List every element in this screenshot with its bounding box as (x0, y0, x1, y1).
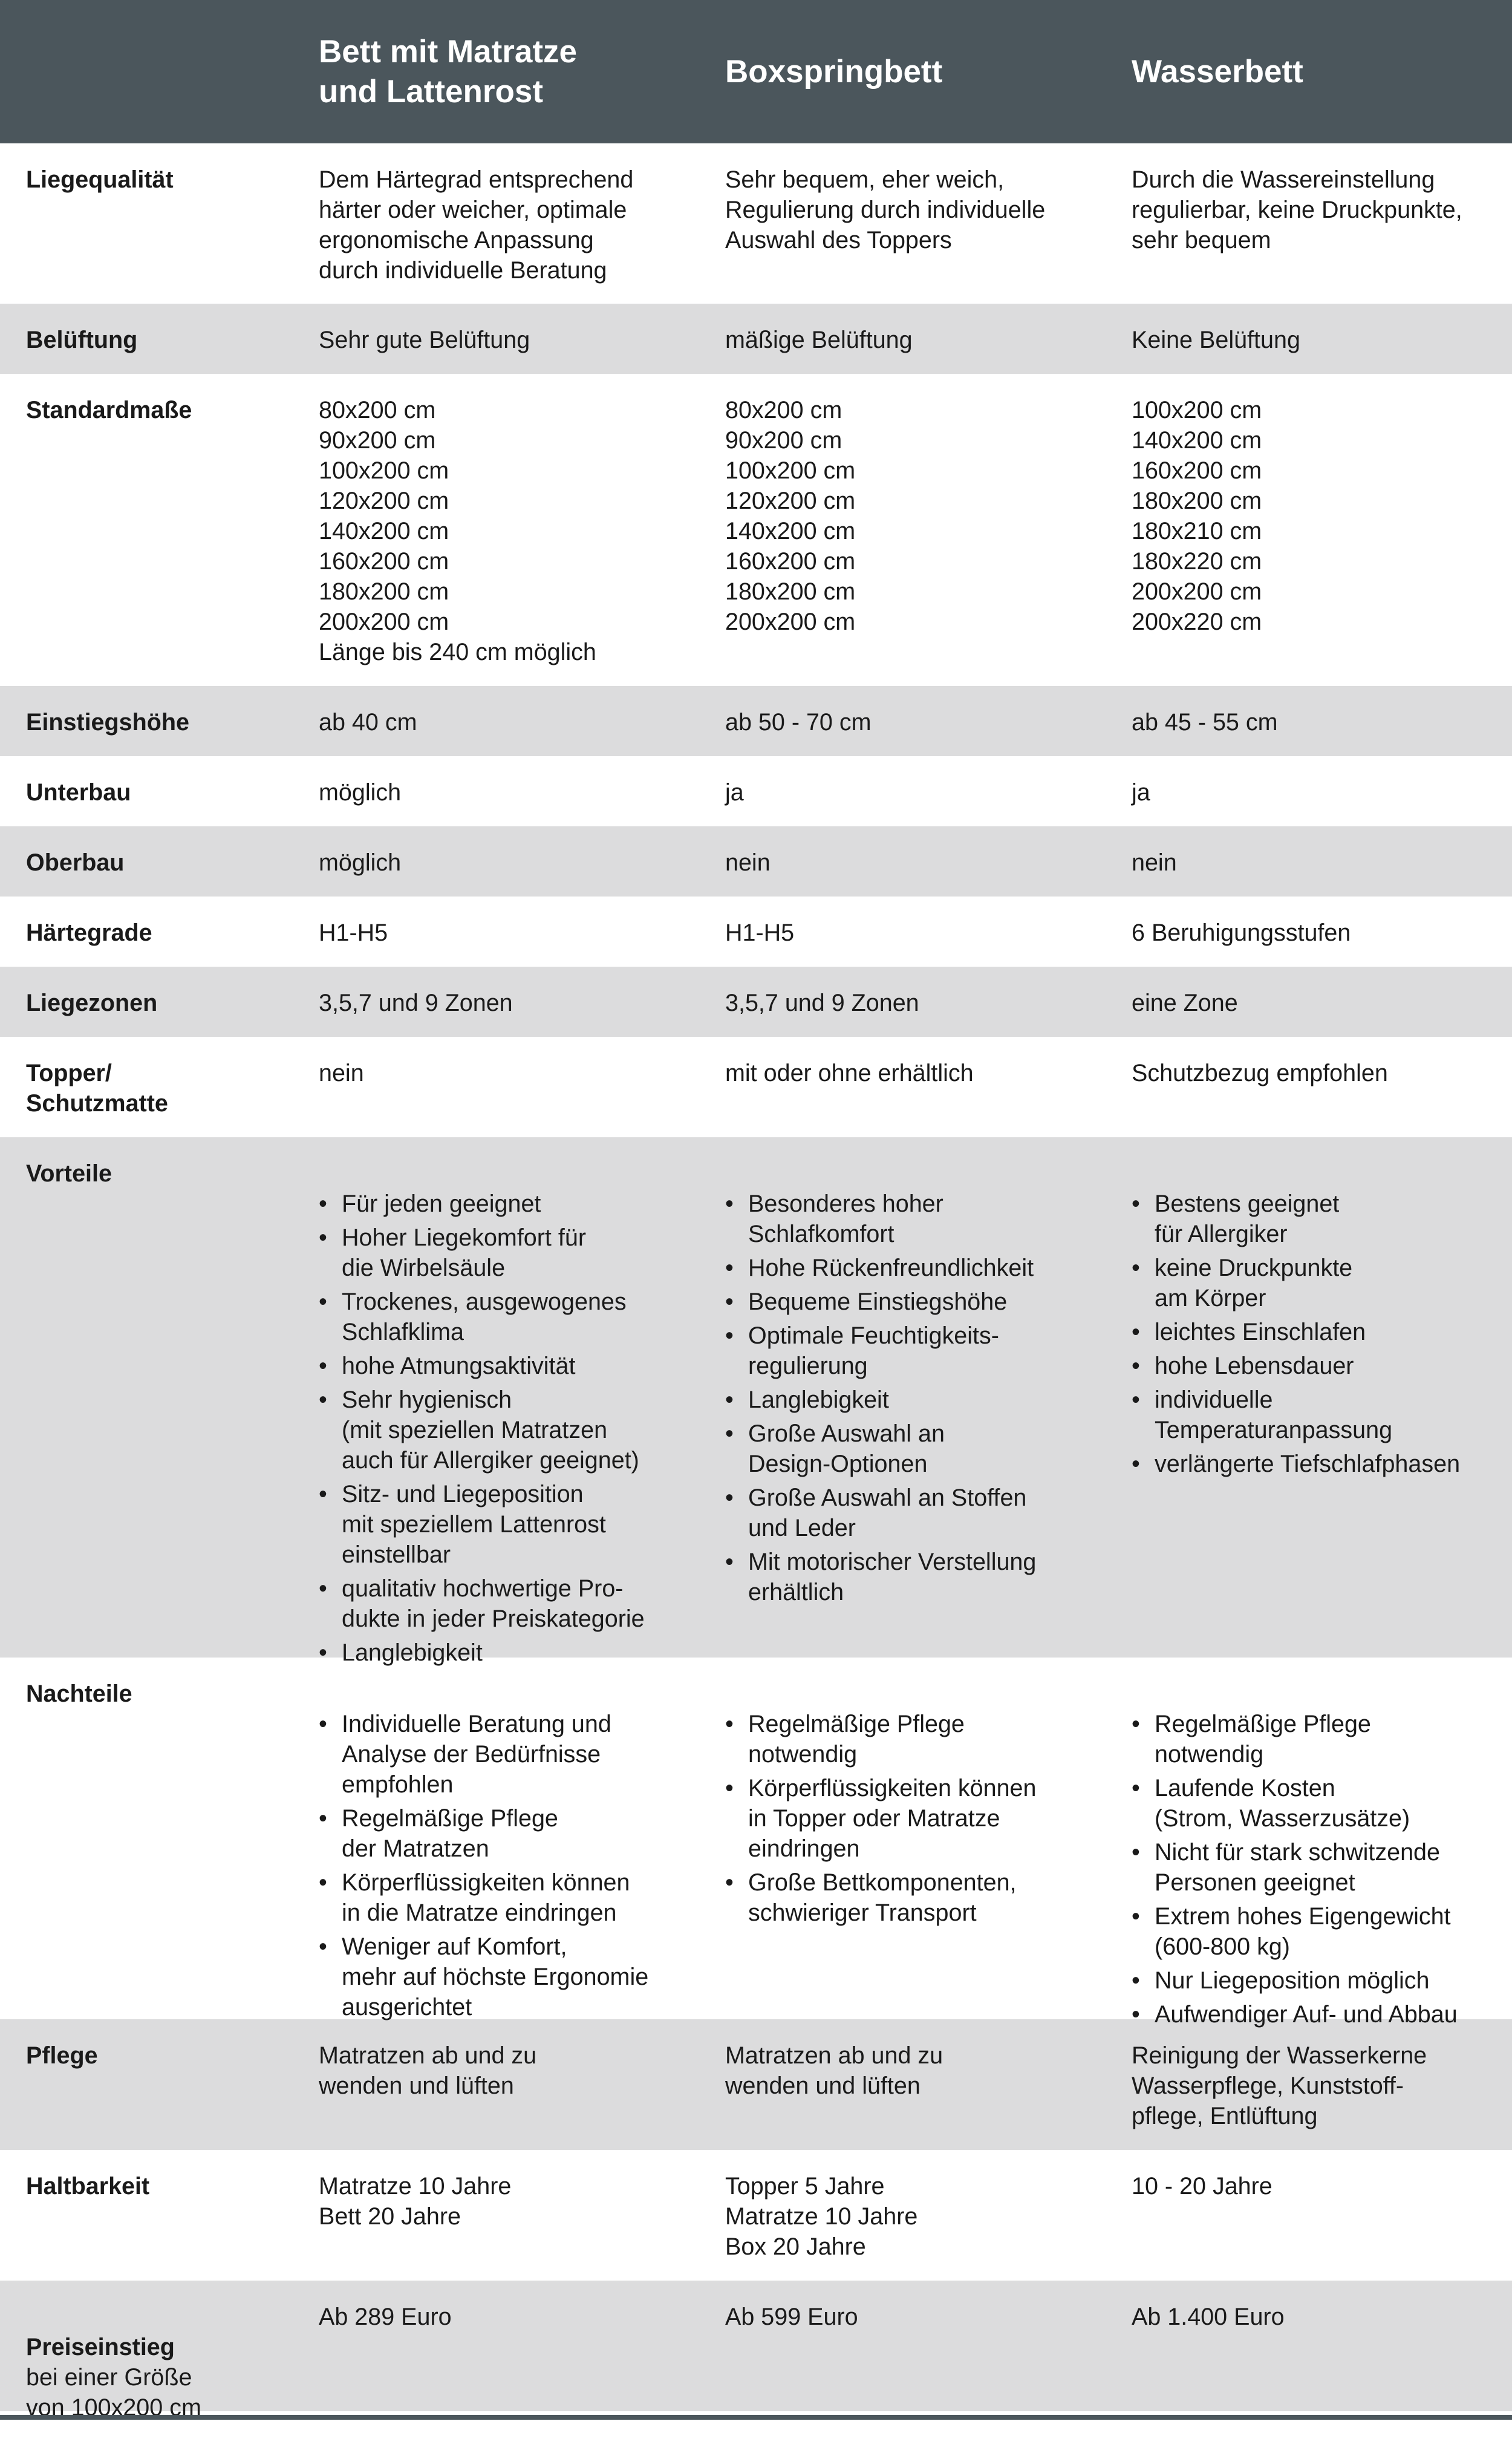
bullet-item: • keine Druckpunkte am Körper (1132, 1253, 1500, 1313)
bullet-item: • Regelmäßige Pflege notwendig (1132, 1709, 1500, 1769)
bullet-item: • Langlebigkeit (319, 1638, 688, 1668)
row-label: Preiseinstieg (26, 2334, 175, 2360)
row-pflege (0, 2019, 1512, 2150)
bullet-item: • Für jeden geeignet (319, 1189, 688, 1219)
cell-bett: nein (293, 1037, 700, 1137)
bullet-list (725, 1709, 1094, 1928)
bullet-list (1132, 1709, 1500, 2030)
row-haltbarkeit (0, 2150, 1512, 2281)
bullet-item: • Körperflüssigkeiten können in Topper oder Matratze eindringen (725, 1773, 1094, 1864)
bullet-item: • Individuelle Beratung und Analyse der Bedürfnisse empfohlen (319, 1709, 688, 1800)
bullet-item: • Nicht für stark schwitzende Personen geeignet (1132, 1837, 1500, 1898)
cell-wasserbett (1106, 1137, 1512, 1702)
cell-boxspring: ja (700, 756, 1106, 826)
row-label: Pflege (0, 2019, 293, 2150)
bullet-item: • leichtes Einschlafen (1132, 1317, 1500, 1347)
row-haertegrade (0, 897, 1512, 967)
bullet-item: • Optimale Feuchtigkeits- regulierung (725, 1321, 1094, 1381)
cell-wasserbett: 10 - 20 Jahre (1106, 2150, 1512, 2281)
row-sublabel: bei einer Größe von 100x200 cm (26, 2362, 281, 2423)
cell-boxspring: Matratzen ab und zu wenden und lüften (700, 2019, 1106, 2150)
cell-wasserbett: ja (1106, 756, 1512, 826)
row-label: Topper/ Schutzmatte (0, 1037, 293, 1137)
bullet-item: • Langlebigkeit (725, 1385, 1094, 1415)
row-einstiegshoehe (0, 686, 1512, 756)
row-label: Härtegrade (0, 897, 293, 967)
bullet-item: • hohe Lebensdauer (1132, 1351, 1500, 1381)
bullet-item: • Bestens geeignet für Allergiker (1132, 1189, 1500, 1249)
cell-boxspring: mäßige Belüftung (700, 304, 1106, 374)
bullet-item: • Aufwendiger Auf- und Abbau (1132, 1999, 1500, 2030)
cell-bett: Ab 289 Euro (293, 2281, 700, 2453)
cell-boxspring: Topper 5 Jahre Matratze 10 Jahre Box 20 Jahre (700, 2150, 1106, 2281)
row-topper (0, 1037, 1512, 1137)
row-belueftung (0, 304, 1512, 374)
bullet-item: • verlängerte Tiefschlafphasen (1132, 1449, 1500, 1479)
footer-bar (0, 2415, 1512, 2420)
cell-wasserbett: eine Zone (1106, 967, 1512, 1037)
bullet-item: • individuelle Temperaturanpassung (1132, 1385, 1500, 1445)
cell-boxspring: mit oder ohne erhältlich (700, 1037, 1106, 1137)
row-standardmasse (0, 374, 1512, 686)
bullet-item: • Besonderes hoher Schlafkomfort (725, 1189, 1094, 1249)
bullet-item: • Bequeme Einstiegshöhe (725, 1287, 1094, 1317)
row-label: Oberbau (0, 826, 293, 897)
bullet-item: • Große Auswahl an Stoffen und Leder (725, 1483, 1094, 1543)
cell-boxspring (700, 1137, 1106, 1702)
bullet-list (725, 1189, 1094, 1607)
cell-boxspring (700, 1658, 1106, 2063)
cell-wasserbett: ab 45 - 55 cm (1106, 686, 1512, 756)
row-vorteile (0, 1137, 1512, 1658)
cell-boxspring: 3,5,7 und 9 Zonen (700, 967, 1106, 1037)
row-label: Unterbau (0, 756, 293, 826)
cell-wasserbett: Schutzbezug empfohlen (1106, 1037, 1512, 1137)
row-oberbau (0, 826, 1512, 897)
cell-wasserbett: 100x200 cm 140x200 cm 160x200 cm 180x200 cm 180x210 cm 180x220 cm 200x200 cm 200x220 cm (1106, 374, 1512, 686)
header-boxspringbett: Boxspringbett (700, 52, 1106, 92)
cell-bett: Sehr gute Belüftung (293, 304, 700, 374)
cell-bett: möglich (293, 756, 700, 826)
bullet-list (1132, 1189, 1500, 1479)
cell-wasserbett: Ab 1.400 Euro (1106, 2281, 1512, 2453)
cell-bett: Matratze 10 Jahre Bett 20 Jahre (293, 2150, 700, 2281)
bullet-list (319, 1709, 688, 2022)
bullet-item: • Weniger auf Komfort, mehr auf höchste Ergonomie ausgerichtet (319, 1932, 688, 2022)
cell-wasserbett: Reinigung der Wasserkerne Wasserpflege, Kunststoff- pflege, Entlüftung (1106, 2019, 1512, 2150)
cell-boxspring: H1-H5 (700, 897, 1106, 967)
bullet-item: • Körperflüssigkeiten können in die Matratze eindringen (319, 1867, 688, 1928)
cell-boxspring: Sehr bequem, eher weich, Regulierung durch individuelle Auswahl des Toppers (700, 143, 1106, 304)
row-label: Standardmaße (0, 374, 293, 686)
row-label: Vorteile (0, 1137, 293, 1702)
row-nachteile (0, 1658, 1512, 2019)
bullet-item: • Hohe Rückenfreundlichkeit (725, 1253, 1094, 1283)
cell-wasserbett (1106, 1658, 1512, 2063)
bullet-item: • Laufende Kosten (Strom, Wasserzusätze) (1132, 1773, 1500, 1834)
bullet-item: • Nur Liegeposition möglich (1132, 1965, 1500, 1996)
row-label: Nachteile (0, 1658, 293, 2063)
cell-bett (293, 1658, 700, 2063)
header-bett: Bett mit Matratze und Lattenrost (293, 32, 700, 112)
bullet-item: • Trockenes, ausgewogenes Schlafklima (319, 1287, 688, 1347)
bullet-item: • Sehr hygienisch (mit speziellen Matratzen auch für Allergiker geeignet) (319, 1385, 688, 1475)
row-preiseinstieg (0, 2281, 1512, 2411)
row-label: Liegequalität (0, 143, 293, 304)
cell-bett: Dem Härtegrad entsprechend härter oder weicher, optimale ergonomische Anpassung durch individuelle Beratung (293, 143, 700, 304)
row-label-group (0, 2281, 293, 2453)
bullet-item: • Regelmäßige Pflege notwendig (725, 1709, 1094, 1769)
row-liegezonen (0, 967, 1512, 1037)
cell-bett (293, 1137, 700, 1702)
bullet-item: • Regelmäßige Pflege der Matratzen (319, 1803, 688, 1864)
bullet-item: • Sitz- und Liegeposition mit speziellem Lattenrost einstellbar (319, 1479, 688, 1570)
cell-bett: Matratzen ab und zu wenden und lüften (293, 2019, 700, 2150)
row-label: Liegezonen (0, 967, 293, 1037)
row-label: Einstiegshöhe (0, 686, 293, 756)
cell-wasserbett: Durch die Wassereinstellung regulierbar, keine Druckpunkte, sehr bequem (1106, 143, 1512, 304)
cell-bett: ab 40 cm (293, 686, 700, 756)
cell-boxspring: ab 50 - 70 cm (700, 686, 1106, 756)
row-label: Haltbarkeit (0, 2150, 293, 2281)
cell-bett: H1-H5 (293, 897, 700, 967)
bullet-item: • Hoher Liegekomfort für die Wirbelsäule (319, 1223, 688, 1283)
row-unterbau (0, 756, 1512, 826)
cell-wasserbett: 6 Beruhigungsstufen (1106, 897, 1512, 967)
cell-boxspring: 80x200 cm 90x200 cm 100x200 cm 120x200 cm 140x200 cm 160x200 cm 180x200 cm 200x200 cm (700, 374, 1106, 686)
bullet-item: • Mit motorischer Verstellung erhältlich (725, 1547, 1094, 1607)
bullet-item: • qualitativ hochwertige Pro- dukte in jeder Preiskategorie (319, 1573, 688, 1634)
bullet-item: • Große Auswahl an Design-Optionen (725, 1419, 1094, 1479)
row-liegequalitaet (0, 143, 1512, 304)
bullet-item: • Extrem hohes Eigengewicht (600-800 kg) (1132, 1901, 1500, 1962)
cell-wasserbett: Keine Belüftung (1106, 304, 1512, 374)
bullet-list (319, 1189, 688, 1668)
cell-bett: 80x200 cm 90x200 cm 100x200 cm 120x200 cm 140x200 cm 160x200 cm 180x200 cm 200x200 cm Länge bis 240 cm möglich (293, 374, 700, 686)
row-label: Belüftung (0, 304, 293, 374)
cell-boxspring: Ab 599 Euro (700, 2281, 1106, 2453)
bullet-item: • Große Bettkomponenten, schwieriger Transport (725, 1867, 1094, 1928)
cell-bett: 3,5,7 und 9 Zonen (293, 967, 700, 1037)
cell-wasserbett: nein (1106, 826, 1512, 897)
cell-bett: möglich (293, 826, 700, 897)
header-wasserbett: Wasserbett (1106, 52, 1512, 92)
table-header (0, 0, 1512, 143)
cell-boxspring: nein (700, 826, 1106, 897)
bullet-item: • hohe Atmungsaktivität (319, 1351, 688, 1381)
